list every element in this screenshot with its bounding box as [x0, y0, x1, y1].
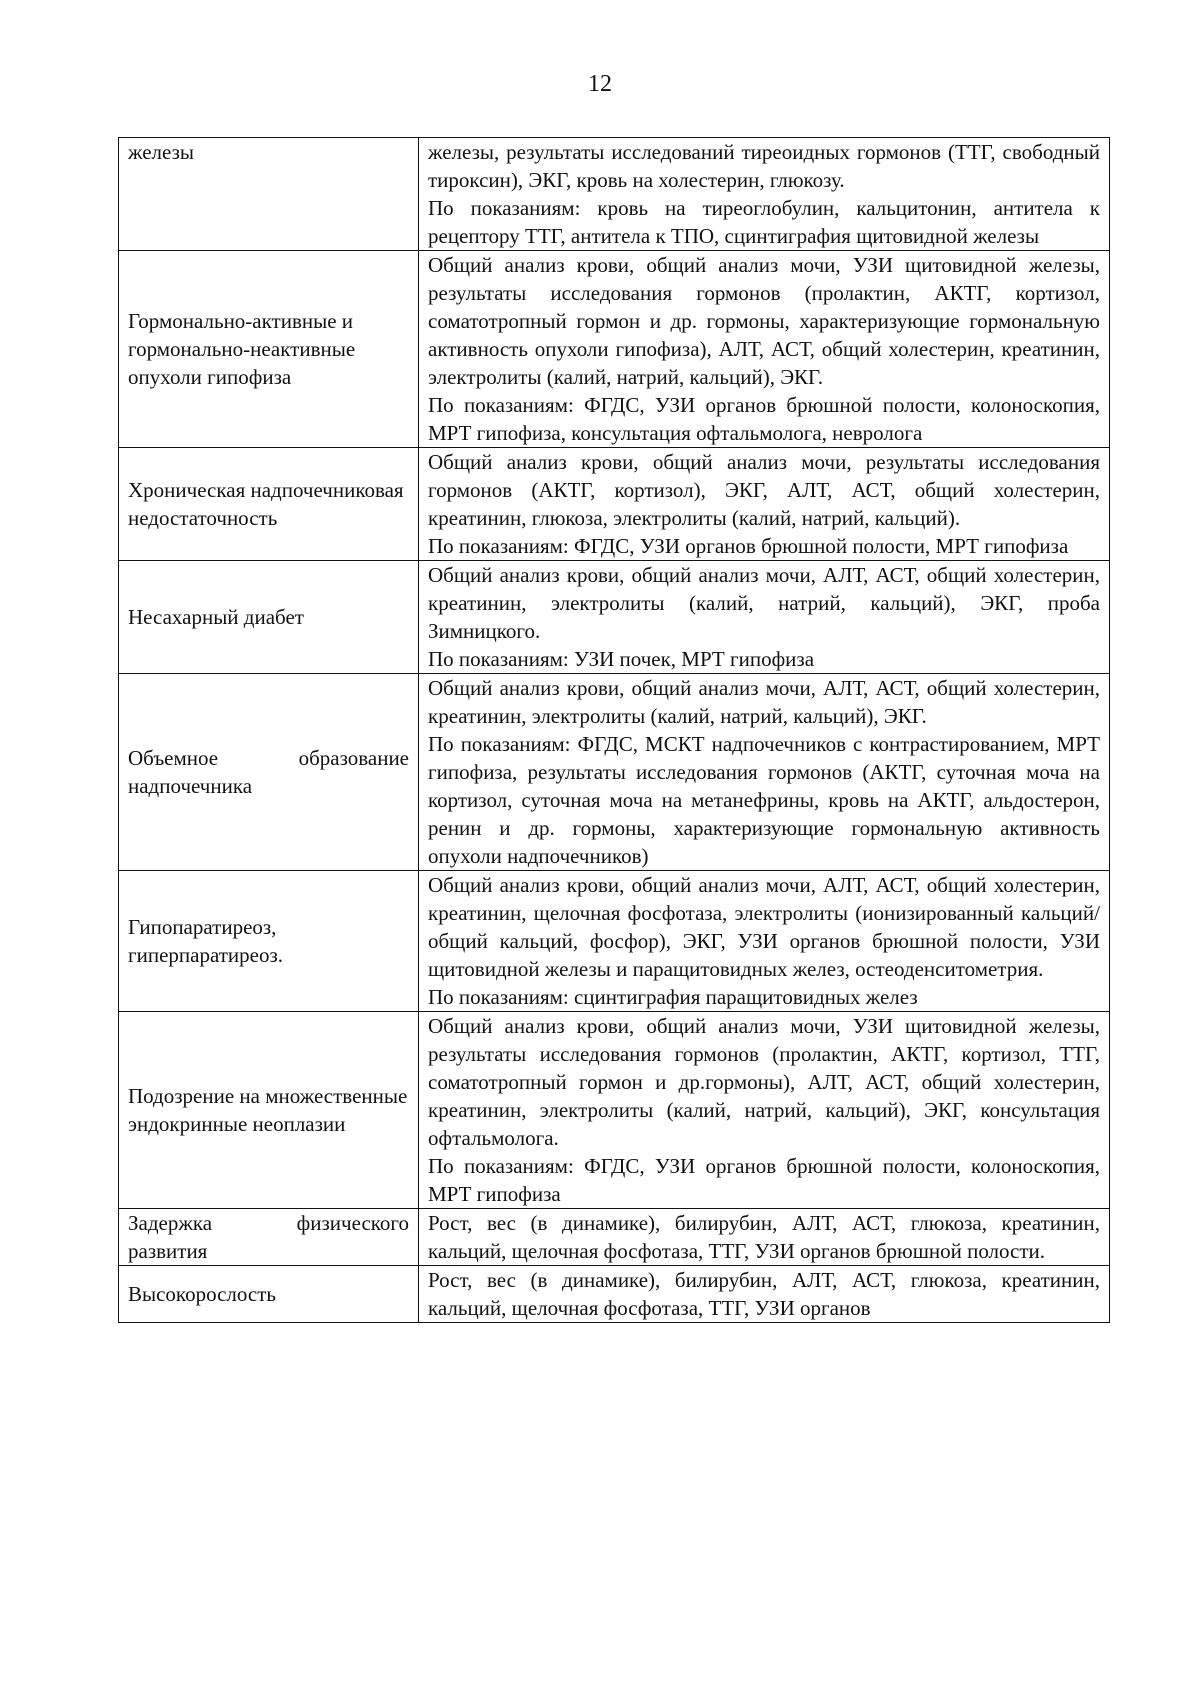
examinations-cell	[419, 871, 1110, 1012]
examinations-cell	[419, 561, 1110, 674]
examinations-paragraph: По показаниям: ФГДС, МСКТ надпочечников с контрастированием, МРТ гипофиза, результаты исследования гормонов (АКТГ, суточная моча на кортизол, суточная моча на метанефрины, кровь на АКТГ, альдостерон, ренин и др. гормоны, характеризующие гормональную активность опухоли надпочечников)	[428, 732, 1100, 868]
examinations-paragraph: Общий анализ крови, общий анализ мочи, УЗИ щитовидной железы, результаты исследования гормонов (пролактин, АКТГ, кортизол, соматотропный гормон и др. гормоны, характеризующие гормональную активность опухоли гипофиза), АЛТ, АСТ, общий холестерин, креатинин, электролиты (калий, натрий, кальций), ЭКГ.	[428, 253, 1100, 389]
examinations-cell	[419, 251, 1110, 448]
table-row	[119, 1012, 1110, 1209]
table-row	[119, 1209, 1110, 1266]
table-row	[119, 871, 1110, 1012]
condition-cell	[119, 674, 419, 871]
condition-cell	[119, 561, 419, 674]
examinations-paragraph: По показаниям: ФГДС, УЗИ органов брюшной полости, колоноскопия, МРТ гипофиза, консультация офтальмолога, невролога	[428, 393, 1100, 445]
examinations-cell	[419, 1012, 1110, 1209]
condition-text: Гормонально-активные и гормонально-неактивные опухоли гипофиза	[128, 309, 356, 389]
examinations-cell	[419, 1209, 1110, 1266]
condition-cell	[119, 448, 419, 561]
examinations-cell	[419, 138, 1110, 251]
examinations-paragraph: По показаниям: сцинтиграфия паращитовидных желез	[428, 985, 918, 1009]
examinations-paragraph: По показаниям: ФГДС, УЗИ органов брюшной полости, МРТ гипофиза	[428, 534, 1069, 558]
examinations-cell	[419, 448, 1110, 561]
examinations-paragraph: Общий анализ крови, общий анализ мочи, результаты исследования гормонов (АКТГ, кортизол), ЭКГ, АЛТ, АСТ, общий холестерин, креатинин, глюкоза, электролиты (калий, натрий, кальций).	[428, 450, 1100, 530]
condition-cell	[119, 1266, 419, 1323]
condition-text: Объемное образование надпочечника	[128, 746, 409, 798]
condition-cell	[119, 138, 419, 251]
examinations-paragraph: Общий анализ крови, общий анализ мочи, АЛТ, АСТ, общий холестерин, креатинин, электролиты (калий, натрий, кальций), ЭКГ.	[428, 676, 1100, 728]
table-row	[119, 448, 1110, 561]
condition-cell	[119, 1209, 419, 1266]
examinations-paragraph: По показаниям: кровь на тиреоглобулин, кальцитонин, антитела к рецептору ТТГ, антитела к ТПО, сцинтиграфия щитовидной железы	[428, 196, 1100, 248]
condition-cell	[119, 871, 419, 1012]
table-row	[119, 674, 1110, 871]
examinations-table	[118, 137, 1110, 1323]
examinations-paragraph: По показаниям: ФГДС, УЗИ органов брюшной полости, колоноскопия, МРТ гипофиза	[428, 1154, 1100, 1206]
examinations-cell	[419, 1266, 1110, 1323]
examinations-paragraph: Общий анализ крови, общий анализ мочи, АЛТ, АСТ, общий холестерин, креатинин, щелочная фосфотаза, электролиты (ионизированный кальций/общий кальций, фосфор), ЭКГ, УЗИ органов брюшной полости, УЗИ щитовидной железы и паращитовидных желез, остеоденситометрия.	[428, 873, 1100, 981]
condition-text: Подозрение на множественные эндокринные неоплазии	[128, 1084, 408, 1136]
table-row	[119, 251, 1110, 448]
examinations-paragraph: Общий анализ крови, общий анализ мочи, УЗИ щитовидной железы, результаты исследования гормонов (пролактин, АКТГ, кортизол, ТТГ, соматотропный гормон и др.гормоны), АЛТ, АСТ, общий холестерин, креатинин, электролиты (калий, натрий, кальций), ЭКГ, консультация офтальмолога.	[428, 1014, 1100, 1150]
examinations-cell	[419, 674, 1110, 871]
examinations-paragraph: По показаниям: УЗИ почек, МРТ гипофиза	[428, 647, 815, 671]
table-row	[119, 138, 1110, 251]
condition-text: Несахарный диабет	[128, 605, 304, 629]
examinations-paragraph: Общий анализ крови, общий анализ мочи, АЛТ, АСТ, общий холестерин, креатинин, электролиты (калий, натрий, кальций), ЭКГ, проба Зимницкого.	[428, 563, 1100, 643]
examinations-paragraph: Рост, вес (в динамике), билирубин, АЛТ, АСТ, глюкоза, креатинин, кальций, щелочная фосфотаза, ТТГ, УЗИ органов брюшной полости.	[428, 1211, 1100, 1263]
condition-text: Гипопаратиреоз, гиперпаратиреоз.	[128, 915, 284, 967]
examinations-paragraph: Рост, вес (в динамике), билирубин, АЛТ, АСТ, глюкоза, креатинин, кальций, щелочная фосфотаза, ТТГ, УЗИ органов	[428, 1268, 1100, 1320]
table-row	[119, 1266, 1110, 1323]
condition-cell	[119, 251, 419, 448]
page-number: 12	[588, 71, 612, 97]
condition-cell	[119, 1012, 419, 1209]
condition-text: железы	[128, 140, 195, 164]
condition-text: Хроническая надпочечниковая недостаточность	[128, 478, 404, 530]
examinations-paragraph: железы, результаты исследований тиреоидных гормонов (ТТГ, свободный тироксин), ЭКГ, кровь на холестерин, глюкозу.	[428, 140, 1100, 192]
condition-text: Задержка физического развития	[128, 1211, 409, 1263]
table-row	[119, 561, 1110, 674]
condition-text: Высокорослость	[128, 1282, 276, 1306]
